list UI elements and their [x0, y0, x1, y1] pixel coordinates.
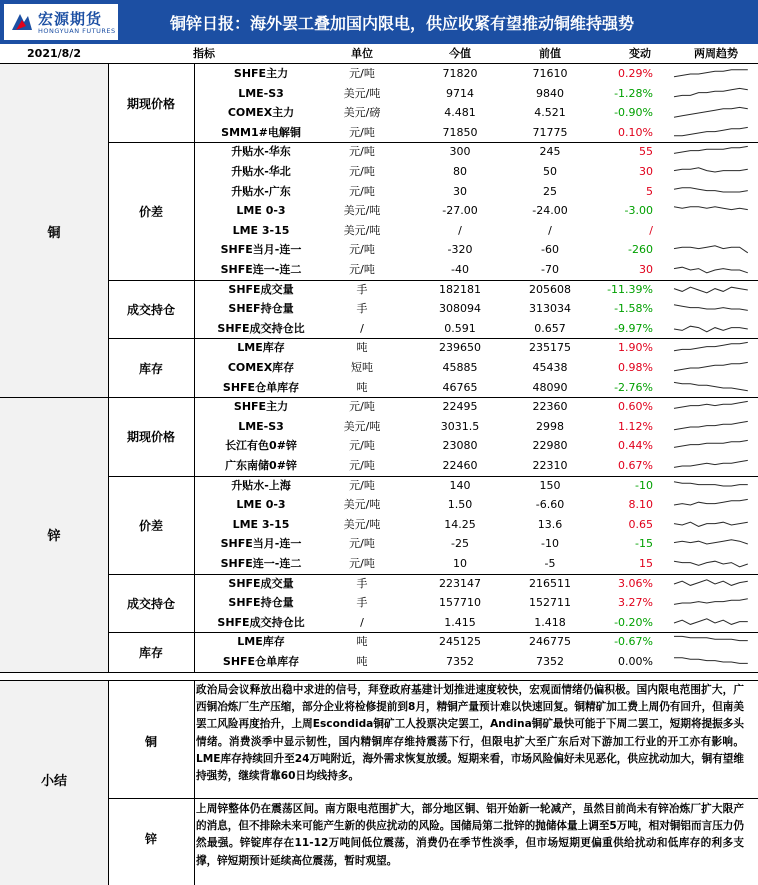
- indicator-unit: 元/吨: [349, 67, 375, 80]
- trend-sparkline: [672, 576, 750, 592]
- indicator-name: SHFE仓单库存: [222, 655, 300, 668]
- report-title: 铜锌日报：海外罢工叠加国内限电，供应收紧有望推动铜维持强势: [170, 14, 635, 33]
- indicator-name: SHFE成交持仓比: [217, 321, 305, 335]
- previous-value: 45438: [532, 361, 568, 374]
- trend-sparkline: [672, 615, 750, 631]
- column-line: [108, 64, 109, 672]
- indicator-unit: 元/吨: [349, 263, 375, 276]
- sparkline-path: [674, 561, 748, 567]
- sparkline-path: [674, 599, 748, 605]
- change-value: -2.76%: [614, 380, 653, 394]
- indicator-name: SHFE仓单库存: [222, 380, 300, 394]
- previous-value: -5: [544, 557, 556, 570]
- current-value: 9714: [446, 86, 474, 100]
- change-value: -11.39%: [607, 282, 653, 296]
- change-value: -10: [635, 478, 653, 492]
- trend-sparkline: [672, 634, 750, 650]
- previous-value: 245: [539, 145, 561, 159]
- trend-sparkline: [672, 360, 750, 376]
- group-label: 成交持仓: [126, 303, 175, 317]
- previous-value: 50: [543, 165, 557, 178]
- sparkline-path: [674, 362, 748, 370]
- section-border: [0, 672, 758, 673]
- previous-value: 48090: [532, 380, 568, 394]
- change-value: 3.27%: [618, 596, 653, 610]
- indicator-unit: /: [360, 321, 364, 335]
- trend-sparkline: [672, 458, 750, 474]
- indicator-unit: /: [360, 615, 364, 629]
- indicator-name: LME 0-3: [236, 498, 286, 512]
- indicator-unit: 元/吨: [349, 184, 375, 198]
- change-value: 0.60%: [618, 400, 653, 414]
- change-value: 0.00%: [618, 655, 653, 668]
- previous-value: 1.418: [534, 615, 566, 629]
- previous-value: 150: [539, 478, 561, 492]
- previous-value: 216511: [529, 576, 571, 590]
- change-value: -3.00: [624, 204, 653, 218]
- trend-sparkline: [672, 517, 750, 533]
- change-value: 30: [639, 165, 653, 178]
- group-label: 期现价格: [126, 430, 175, 445]
- current-value: 1.415: [444, 615, 476, 629]
- sparkline-path: [674, 287, 748, 293]
- previous-value: 22360: [532, 400, 568, 414]
- sparkline-path: [674, 267, 748, 273]
- sparkline-path: [674, 637, 748, 641]
- previous-value: 152711: [529, 596, 571, 610]
- sparkline-path: [674, 207, 748, 210]
- indicator-unit: 吨: [356, 380, 368, 394]
- indicator-name: 升贴水-华北: [231, 165, 291, 178]
- change-value: -15: [635, 537, 653, 551]
- indicator-unit: 美元/磅: [343, 106, 381, 120]
- col-change: 变动: [629, 47, 651, 60]
- previous-value: 13.6: [537, 517, 563, 531]
- previous-value: -6.60: [535, 498, 565, 512]
- sparkline-path: [674, 500, 748, 506]
- group-label: 价差: [138, 518, 163, 533]
- sparkline-path: [674, 382, 748, 390]
- change-value: 0.29%: [618, 67, 653, 80]
- trend-sparkline: [672, 340, 750, 356]
- summary-zinc-label: 锌: [144, 832, 157, 846]
- indicator-name: 升贴水-华东: [231, 145, 291, 159]
- trend-sparkline: [672, 478, 750, 494]
- previous-value: 2998: [536, 419, 564, 433]
- change-value: 3.06%: [618, 576, 653, 590]
- current-value: 0.591: [444, 321, 476, 335]
- previous-value: 22310: [532, 459, 568, 472]
- indicator-unit: 美元/吨: [343, 223, 381, 237]
- indicator-name: 升贴水-上海: [231, 478, 291, 492]
- previous-value: 205608: [529, 282, 571, 296]
- indicator-unit: 短吨: [351, 361, 373, 374]
- logo-name-cn: 宏源期货: [38, 10, 103, 28]
- previous-value: -60: [541, 243, 559, 257]
- change-value: -1.28%: [614, 86, 653, 100]
- trend-sparkline: [672, 556, 750, 572]
- indicator-unit: 吨: [356, 635, 368, 649]
- current-value: 1.50: [447, 498, 473, 512]
- sparkline-path: [674, 147, 748, 154]
- indicator-name: SHFE连一-连二: [220, 557, 302, 570]
- previous-value: 4.521: [534, 106, 566, 120]
- trend-sparkline: [672, 86, 750, 102]
- change-value: -260: [628, 243, 653, 257]
- change-value: -0.67%: [614, 635, 653, 649]
- summary-zinc-text: 上周锌整体仍在震荡区间。南方限电范围扩大，部分地区铜、铝开始新一轮减产，虽然目前尚未有锌冶炼厂扩大限产的消息，但不排除未来可能产生新的供应扰动的风险。国储局第二批锌的抛储体量上调至5万吨，相对铜铝而言压力仍然最强。锌锭库存在11-12万吨间低位震荡，消费仍在季节性淡季，但市场短期更偏重供给扰动和低库存的利多支撑，锌短期预计延续高位震荡，暂时观望。: [196, 803, 744, 867]
- group-label: 价差: [138, 205, 163, 219]
- current-value: -40: [451, 263, 469, 276]
- indicator-unit: 手: [356, 282, 368, 296]
- indicator-name: LME库存: [237, 341, 285, 355]
- indicator-unit: 元/吨: [349, 243, 375, 257]
- change-value: -9.97%: [614, 321, 653, 335]
- sparkline-path: [674, 88, 748, 96]
- indicator-name: COMEX主力: [227, 106, 295, 120]
- change-value: 8.10: [628, 498, 653, 512]
- trend-sparkline: [672, 654, 750, 670]
- change-value: 0.65: [628, 517, 653, 531]
- column-line: [194, 64, 195, 672]
- trend-sparkline: [672, 282, 750, 298]
- company-logo: [4, 4, 118, 40]
- current-value: /: [458, 223, 462, 237]
- current-value: 239650: [439, 341, 481, 355]
- summary-vline-1: [108, 680, 109, 885]
- sparkline-path: [674, 343, 748, 351]
- indicator-unit: 元/吨: [349, 478, 375, 492]
- indicator-name: SHFE成交量: [228, 282, 294, 296]
- group-label: 成交持仓: [126, 597, 175, 611]
- sparkline-path: [674, 70, 748, 77]
- indicator-name: SHEF持仓量: [228, 302, 294, 316]
- current-value: 3031.5: [440, 419, 480, 433]
- current-value: 223147: [439, 576, 481, 590]
- change-value: 0.98%: [618, 361, 653, 374]
- indicator-unit: 美元/吨: [343, 517, 381, 531]
- indicator-name: LME-S3: [238, 86, 284, 100]
- change-value: 0.67%: [618, 459, 653, 472]
- current-value: 30: [453, 184, 467, 198]
- indicator-unit: 元/吨: [349, 439, 375, 453]
- indicator-unit: 美元/吨: [343, 498, 381, 512]
- indicator-unit: 元/吨: [349, 165, 375, 178]
- indicator-unit: 元/吨: [349, 557, 375, 570]
- indicator-name: 长江有色0#锌: [225, 439, 297, 453]
- indicator-name: LME 3-15: [232, 223, 290, 237]
- indicator-name: LME 0-3: [236, 204, 286, 218]
- current-value: 140: [449, 478, 471, 492]
- current-value: 14.25: [444, 517, 476, 531]
- trend-sparkline: [672, 301, 750, 317]
- trend-sparkline: [672, 536, 750, 552]
- trend-sparkline: [672, 184, 750, 200]
- previous-value: 7352: [536, 655, 564, 668]
- trend-sparkline: [672, 242, 750, 258]
- current-value: 80: [453, 165, 467, 178]
- logo-mark-icon: [10, 12, 34, 32]
- indicator-unit: 手: [356, 596, 368, 610]
- indicator-name: SHFE成交量: [228, 576, 294, 590]
- current-value: -27.00: [442, 204, 478, 218]
- previous-value: 235175: [529, 341, 571, 355]
- summary-divider: [108, 798, 758, 799]
- indicator-unit: 元/吨: [349, 145, 375, 159]
- previous-value: 71610: [532, 67, 568, 80]
- col-previous: 前值: [539, 47, 561, 60]
- current-value: 4.481: [444, 106, 476, 120]
- indicator-unit: 美元/吨: [343, 204, 381, 218]
- indicator-unit: 吨: [356, 341, 368, 355]
- sparkline-path: [674, 402, 748, 409]
- indicator-name: SHFE持仓量: [228, 596, 294, 610]
- col-indicator: 指标: [193, 47, 215, 60]
- indicator-unit: 元/吨: [349, 537, 375, 551]
- trend-sparkline: [672, 399, 750, 415]
- col-current: 今值: [449, 47, 471, 60]
- change-value: 55: [639, 145, 653, 159]
- previous-value: -10: [541, 537, 559, 551]
- section-label: 铜: [47, 225, 61, 241]
- current-value: -320: [447, 243, 473, 257]
- current-value: 71850: [442, 125, 478, 139]
- summary-copper-text: 政治局会议释放出稳中求进的信号，拜登政府基建计划推进速度较快，宏观面情绪仍偏积极。国内限电范围扩大，广西铜冶炼厂生产压缩，部分企业将检修提前到8月，精铜产量预计难以快速回复。铜精矿加工费上周仍有回升，但南美罢工风险再度抬升，上周Escondida铜矿工人投票决定罢工，Andina铜矿最快可能于下周二罢工，短期将提振多头情绪。消费淡季中显示韧性，国内精铜库存维持震荡下行，但限电扩大至广东后对下游加工行业的开工亦有影响。LME库存持续回升至24万吨附近，海外需求恢复放缓。短期来看，市场风险偏好未见恶化，供应扰动加大，铜有望维持强势，继续背靠60日均线持多。: [196, 684, 744, 783]
- change-value: 30: [639, 263, 653, 276]
- current-value: 71820: [442, 67, 478, 80]
- change-value: -0.90%: [614, 106, 653, 120]
- indicator-unit: 美元/吨: [343, 419, 381, 433]
- section-label: 锌: [47, 529, 61, 545]
- previous-value: 0.657: [534, 321, 566, 335]
- indicator-name: COMEX库存: [227, 361, 295, 374]
- sparkline-path: [674, 441, 748, 448]
- previous-value: /: [548, 223, 552, 237]
- trend-sparkline: [672, 497, 750, 513]
- change-value: -0.20%: [614, 615, 653, 629]
- col-unit: 单位: [351, 47, 373, 60]
- trend-sparkline: [672, 105, 750, 121]
- sparkline-path: [674, 658, 748, 664]
- previous-value: 22980: [532, 439, 568, 453]
- trend-sparkline: [672, 595, 750, 611]
- previous-value: 9840: [536, 86, 564, 100]
- change-value: 1.90%: [618, 341, 653, 355]
- col-trend: 两周趋势: [694, 47, 738, 60]
- group-label: 库存: [138, 361, 163, 376]
- sparkline-path: [674, 187, 748, 191]
- report-header: [0, 0, 758, 44]
- current-value: 22460: [442, 459, 478, 472]
- indicator-unit: 元/吨: [349, 400, 375, 414]
- summary-vline-2: [194, 680, 195, 885]
- change-value: -1.58%: [614, 302, 653, 316]
- sparkline-path: [674, 168, 748, 172]
- change-value: 5: [646, 184, 653, 198]
- logo-name-en: HONGYUAN FUTURES: [38, 27, 116, 35]
- indicator-unit: 吨: [356, 655, 368, 668]
- current-value: 308094: [439, 302, 481, 316]
- indicator-unit: 元/吨: [349, 459, 375, 472]
- sparkline-path: [674, 246, 748, 253]
- previous-value: -70: [541, 263, 559, 276]
- indicator-name: SHFE主力: [233, 67, 289, 80]
- sparkline-path: [674, 127, 748, 135]
- sparkline-path: [674, 326, 748, 332]
- current-value: 45885: [442, 361, 478, 374]
- previous-value: 313034: [529, 302, 571, 316]
- current-value: 182181: [439, 282, 481, 296]
- trend-sparkline: [672, 66, 750, 82]
- indicator-name: SHFE当月-连一: [220, 243, 302, 257]
- change-value: 15: [639, 557, 653, 570]
- current-value: 10: [453, 557, 467, 570]
- sparkline-path: [674, 619, 748, 625]
- trend-sparkline: [672, 321, 750, 337]
- summary-copper-label: 铜: [144, 735, 157, 749]
- sparkline-path: [674, 460, 748, 467]
- trend-sparkline: [672, 438, 750, 454]
- summary-label: 小结: [40, 774, 67, 789]
- change-value: 1.12%: [618, 419, 653, 433]
- previous-value: 25: [543, 184, 557, 198]
- current-value: 300: [449, 145, 471, 159]
- current-value: 23080: [442, 439, 478, 453]
- indicator-name: LME 3-15: [232, 517, 290, 531]
- trend-sparkline: [672, 164, 750, 180]
- sparkline-path: [674, 579, 748, 585]
- sparkline-path: [674, 421, 748, 429]
- change-value: /: [649, 223, 653, 237]
- report-date: 2021/8/2: [27, 47, 81, 60]
- indicator-name: SHFE主力: [233, 400, 289, 414]
- summary-top-border: [0, 680, 758, 681]
- group-label: 库存: [138, 646, 163, 660]
- indicator-name: SHFE当月-连一: [220, 537, 302, 551]
- indicator-unit: 手: [356, 302, 368, 316]
- indicator-unit: 元/吨: [349, 125, 375, 139]
- indicator-name: 升贴水-广东: [231, 184, 291, 198]
- change-value: 0.44%: [618, 439, 653, 453]
- trend-sparkline: [672, 125, 750, 141]
- current-value: 46765: [442, 380, 478, 394]
- previous-value: 71775: [532, 125, 568, 139]
- previous-value: 246775: [529, 635, 571, 649]
- current-value: 245125: [439, 635, 481, 649]
- indicator-name: SHFE成交持仓比: [217, 615, 305, 629]
- trend-sparkline: [672, 144, 750, 160]
- trend-sparkline: [672, 380, 750, 396]
- indicator-name: 广东南储0#锌: [225, 459, 297, 472]
- sparkline-path: [674, 108, 748, 118]
- indicator-name: SHFE连一-连二: [220, 263, 302, 276]
- current-value: -25: [451, 537, 469, 551]
- previous-value: -24.00: [532, 204, 568, 218]
- indicator-unit: 美元/吨: [343, 86, 381, 100]
- group-label: 期现价格: [126, 97, 175, 112]
- trend-sparkline: [672, 203, 750, 219]
- indicator-name: LME库存: [237, 635, 285, 649]
- current-value: 22495: [442, 400, 478, 414]
- trend-sparkline: [672, 262, 750, 278]
- sparkline-path: [674, 522, 748, 526]
- indicator-name: LME-S3: [238, 419, 284, 433]
- current-value: 157710: [439, 596, 481, 610]
- change-value: 0.10%: [618, 125, 653, 139]
- sparkline-path: [674, 305, 748, 311]
- indicator-name: SMM1#电解铜: [221, 125, 301, 139]
- sparkline-path: [674, 540, 748, 544]
- header-border: [0, 63, 758, 64]
- trend-sparkline: [672, 419, 750, 435]
- current-value: 7352: [446, 655, 474, 668]
- sparkline-path: [674, 481, 748, 485]
- indicator-unit: 手: [356, 576, 368, 590]
